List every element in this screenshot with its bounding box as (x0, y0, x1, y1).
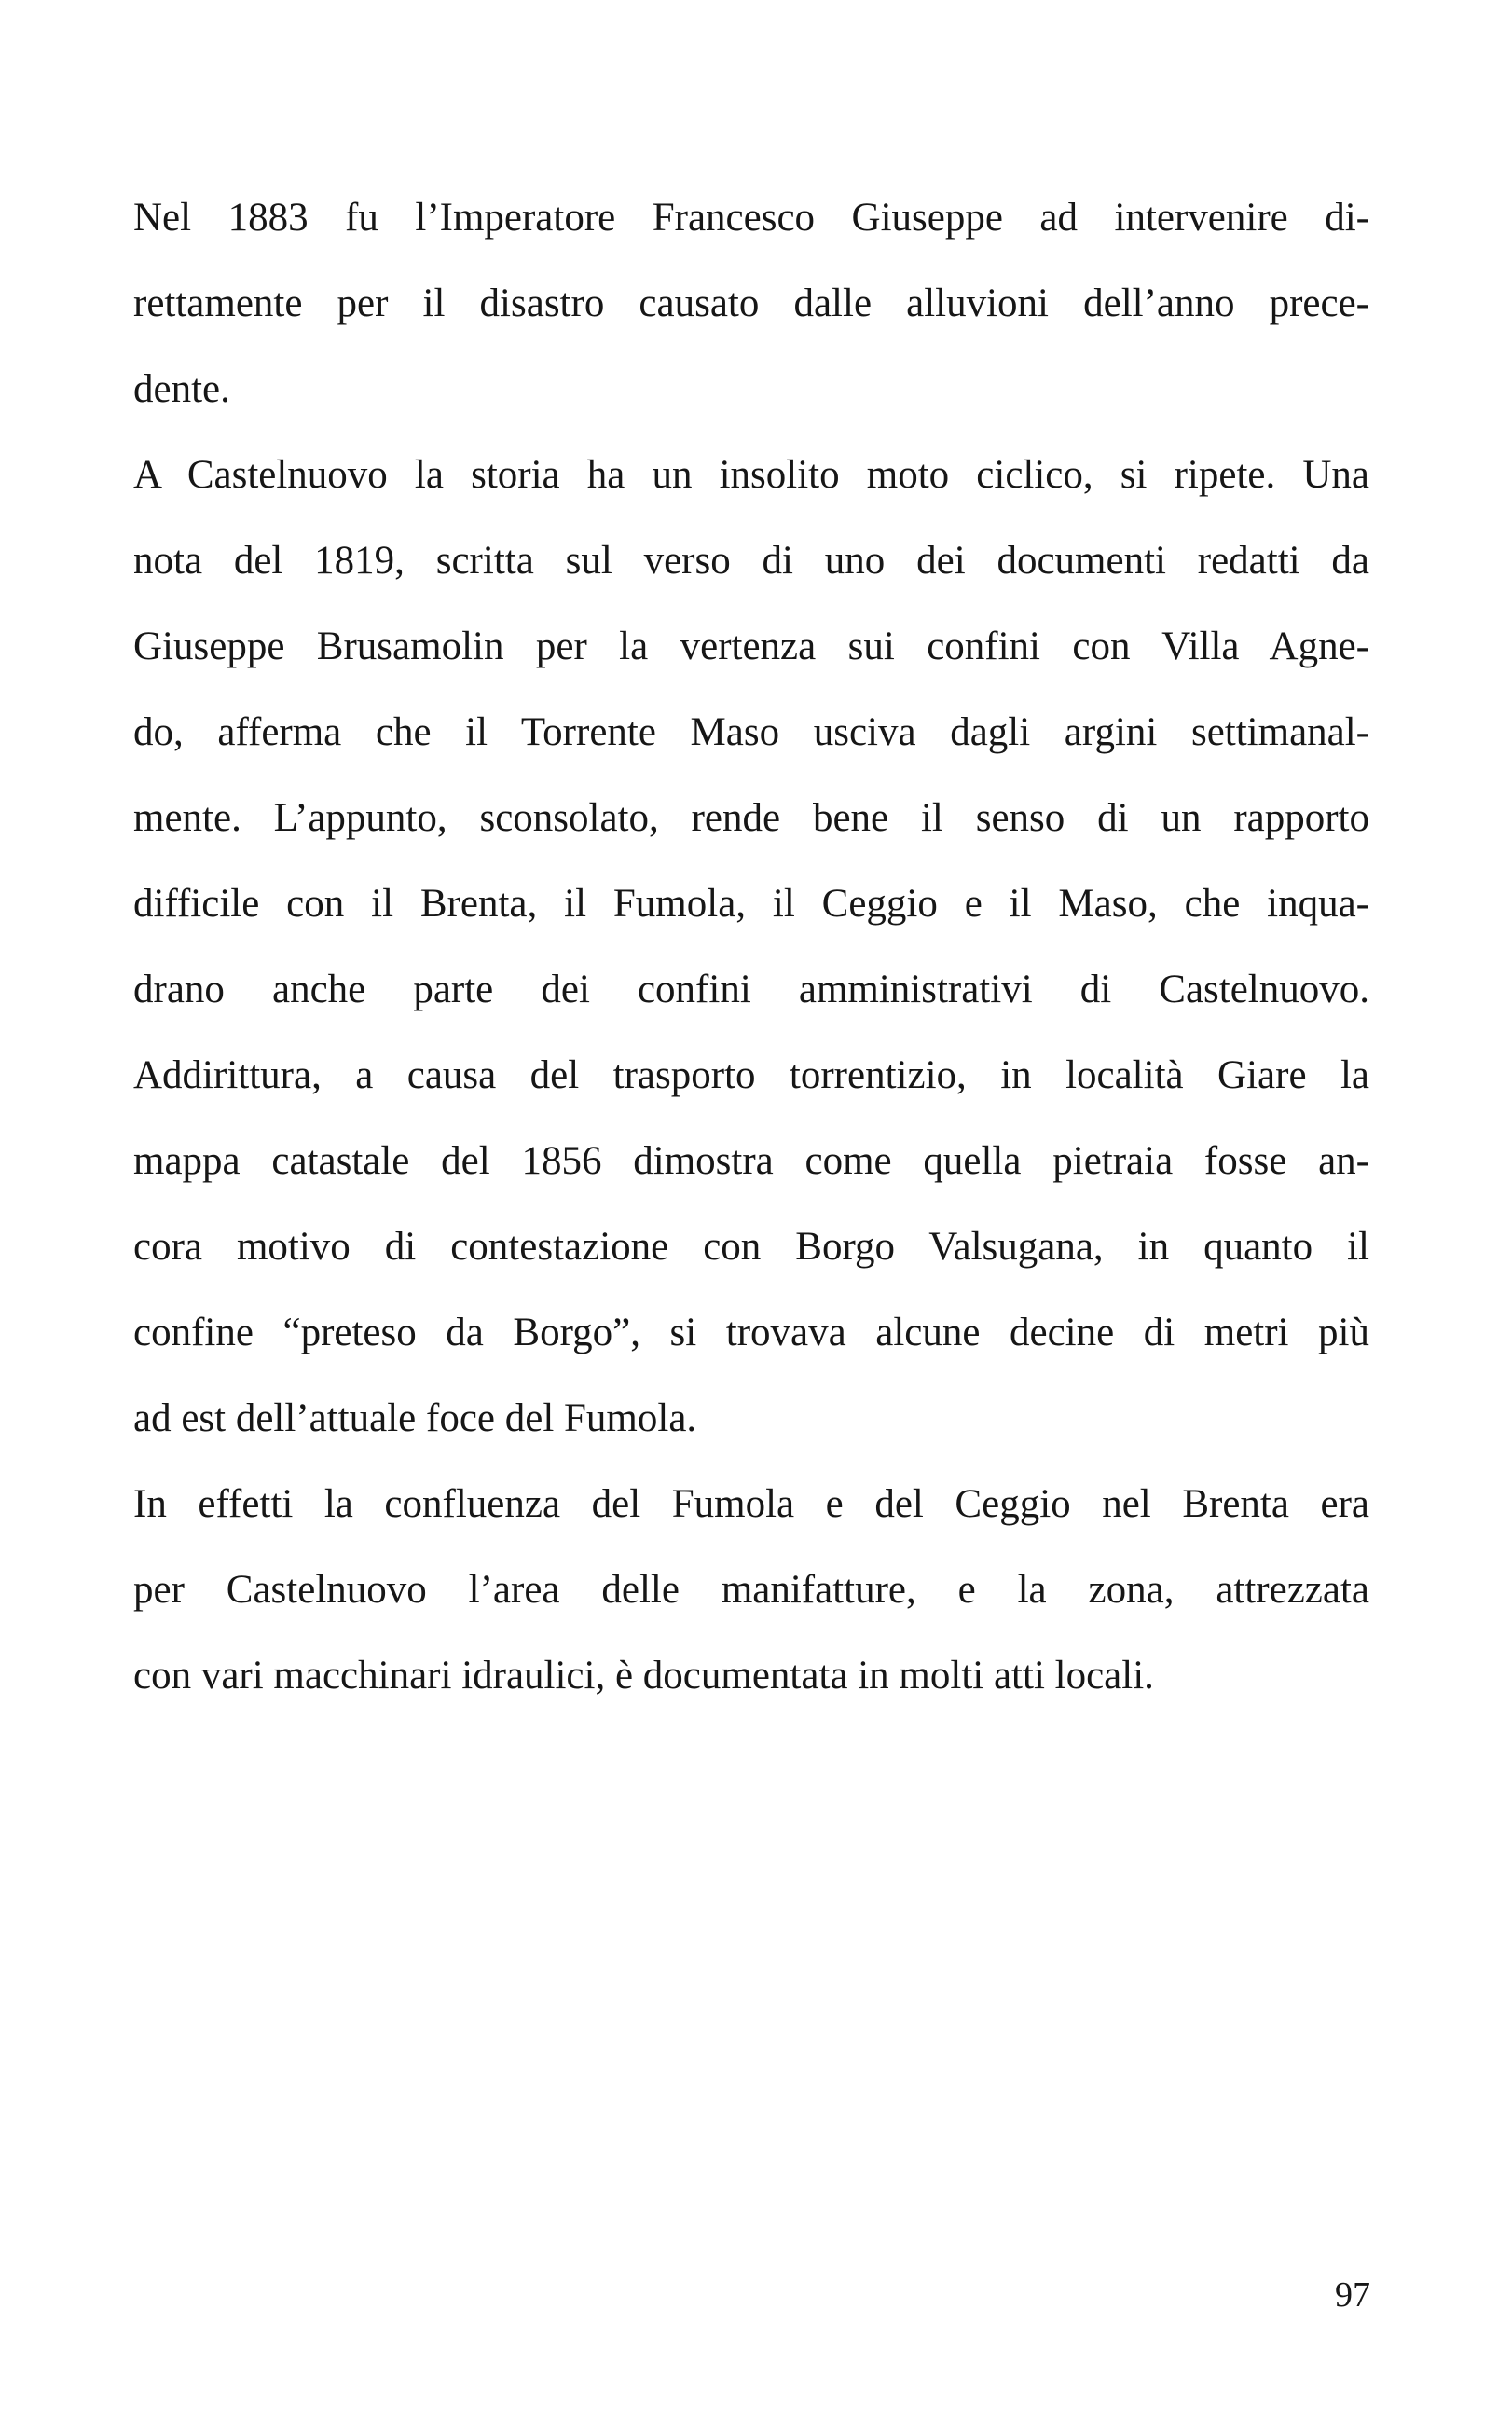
text-line: difficile con il Brenta, il Fumola, il Ceggio e il Maso, che inqua- (133, 882, 1369, 926)
text-line: confine “preteso da Borgo”, si trovava alcune decine di metri più (133, 1311, 1369, 1354)
text-line: Nel 1883 fu l’Imperatore Francesco Giuseppe ad intervenire di- (133, 196, 1369, 240)
body-text (133, 175, 1369, 1719)
text-line: con vari macchinari idraulici, è documentata in molti atti locali. (133, 1654, 1154, 1697)
text-line: do, afferma che il Torrente Maso usciva dagli argini settimanal- (133, 710, 1369, 754)
text-line: drano anche parte dei confini amministrativi di Castelnuovo. (133, 968, 1369, 1011)
text-line: mappa catastale del 1856 dimostra come quella pietraia fosse an- (133, 1139, 1369, 1183)
paragraph-2 (133, 433, 1369, 1462)
text-line: per Castelnuovo l’area delle manifatture, e la zona, attrezzata (133, 1568, 1369, 1612)
text-line: ad est dell’attuale foce del Fumola. (133, 1396, 697, 1440)
page-number: 97 (1335, 2275, 1370, 2315)
paragraph-1 (133, 175, 1369, 433)
text-line: rettamente per il disastro causato dalle alluvioni dell’anno prece- (133, 282, 1369, 325)
text-line: Addirittura, a causa del trasporto torrentizio, in località Giare la (133, 1053, 1369, 1097)
text-line: dente. (133, 367, 230, 411)
text-line: A Castelnuovo la storia ha un insolito moto ciclico, si ripete. Una (133, 453, 1369, 497)
text-line: mente. L’appunto, sconsolato, rende bene il senso di un rapporto (133, 796, 1369, 840)
text-line: cora motivo di contestazione con Borgo Valsugana, in quanto il (133, 1225, 1369, 1269)
text-line: In effetti la confluenza del Fumola e del Ceggio nel Brenta era (133, 1482, 1369, 1526)
text-line: nota del 1819, scritta sul verso di uno dei documenti redatti da (133, 539, 1369, 583)
text-line: Giuseppe Brusamolin per la vertenza sui confini con Villa Agne- (133, 625, 1369, 668)
paragraph-3 (133, 1462, 1369, 1719)
